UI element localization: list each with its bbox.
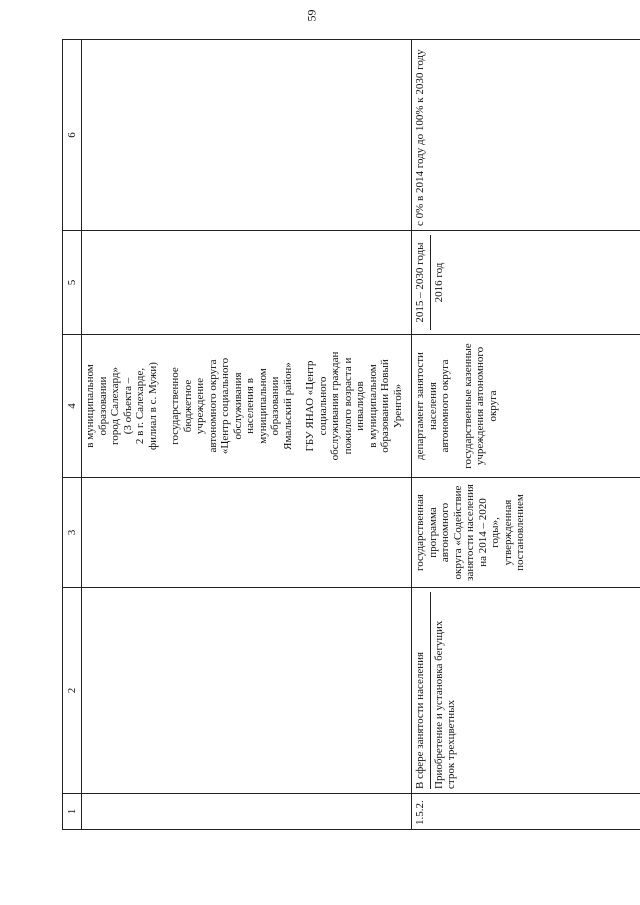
institution-line: в муниципальном: [84, 364, 96, 448]
cont-cell-6: [82, 40, 412, 231]
institution-line: обслуживания: [231, 372, 244, 440]
institution-line: государственное: [169, 367, 181, 445]
header-row: [63, 40, 82, 830]
institution-line: образовании Новый: [379, 359, 391, 453]
institution-line: автономного округа: [206, 359, 219, 453]
institution-line: населения в: [244, 378, 256, 434]
institutions-list: [84, 339, 404, 473]
col-header-3: 3: [63, 478, 82, 588]
executor-mid: автономного округа: [439, 359, 451, 453]
col-header-2: 2: [63, 588, 82, 794]
institution-line: (3 объекта –: [121, 377, 134, 435]
institution-line: город Салехард»: [109, 367, 121, 445]
institution-line: образовании: [269, 376, 281, 436]
program-cell: [412, 478, 640, 588]
program-line: утвержденная: [501, 499, 514, 566]
institution-line: Уренгой»: [391, 383, 404, 429]
institution-line: бюджетное: [181, 379, 194, 433]
cont-cell-1: [82, 794, 412, 830]
period-main: 2015 – 2030 годы: [414, 242, 426, 323]
indicator-cell: с 0% в 2014 году до 100% к 2030 году: [412, 40, 640, 231]
page-number: 59: [304, 9, 319, 22]
institution-line: филиал в с. Мужи): [146, 362, 159, 450]
executor-top: департамент занятости населения: [414, 352, 439, 460]
period-cell: [412, 231, 640, 335]
program-line: программа автономного: [426, 502, 451, 563]
document-table-area: [62, 40, 640, 830]
period-sub: 2016 год: [430, 235, 446, 330]
row-number: 1.5.2.: [412, 794, 640, 830]
institution-line: [294, 339, 304, 473]
program-line: государственная: [414, 494, 426, 571]
institution-line: ГБУ ЯНАО «Центр: [304, 360, 316, 452]
executor-cell: [412, 335, 640, 478]
col-header-6: 6: [63, 40, 82, 231]
institution-line: муниципальном: [256, 368, 269, 444]
program-line: постановлением: [514, 494, 526, 571]
cont-cell-2: [82, 588, 412, 794]
section-title: В сфере занятости населения: [414, 651, 426, 789]
institution-line: обслуживания граждан: [329, 351, 341, 461]
executor-bottom: государственные казенные учреждения автономного округа: [461, 343, 499, 469]
rotated-table-container: [62, 40, 640, 830]
institution-line: учреждение: [194, 377, 206, 435]
institution-line: Ямальский район»: [281, 362, 294, 450]
cont-cell-3: [82, 478, 412, 588]
institution-line: «Центр социального: [219, 357, 231, 455]
col-header-1: 1: [63, 794, 82, 830]
measures-table: [62, 39, 640, 830]
institution-line: пожилого возраста и: [341, 357, 354, 455]
program-text: [414, 482, 527, 583]
continued-row: [82, 40, 412, 830]
col-header-5: 5: [63, 231, 82, 335]
institution-line: социального: [316, 376, 329, 436]
col-header-4: 4: [63, 335, 82, 478]
measure-text: Приобретение и установка бегущих строк трехцветных: [430, 592, 458, 789]
institution-line: 2 в г. Салехарде,: [134, 367, 146, 445]
table-row-1-5-2: [412, 40, 640, 830]
measure-cell: [412, 588, 640, 794]
institution-line: [159, 339, 169, 473]
program-line: на 2014 – 2020 годы»,: [476, 498, 501, 567]
cont-cell-5: [82, 231, 412, 335]
institution-line: инвалидов: [354, 381, 366, 431]
program-line: округа «Содействие: [451, 485, 464, 580]
institution-line: образовании: [96, 376, 109, 436]
program-line: занятости населения: [464, 484, 476, 581]
institution-line: в муниципальном: [366, 364, 379, 448]
cont-cell-4: [82, 335, 412, 478]
